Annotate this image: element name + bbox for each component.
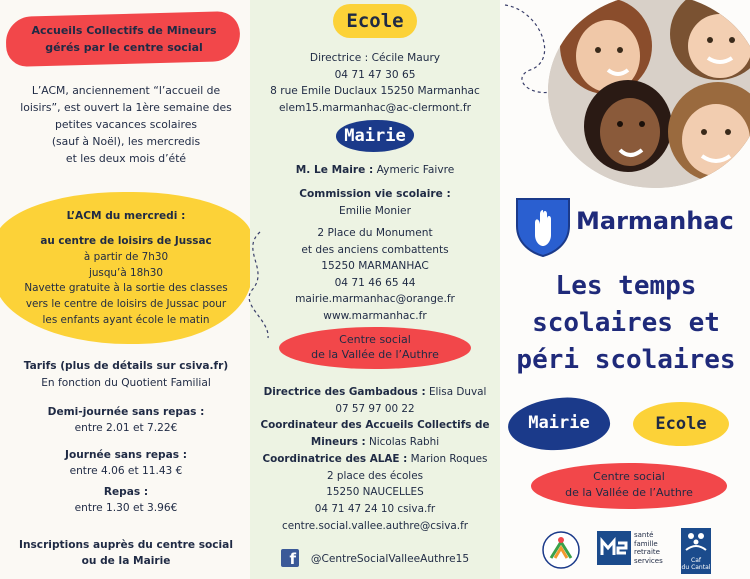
centre-line: Centre social <box>339 333 411 346</box>
price-journee <box>10 447 242 479</box>
acm-coordinator-label: Coordinateur des Accueils Collectifs de <box>260 419 490 432</box>
ecole-badge: Ecole <box>333 4 417 38</box>
gambadous-label: Directrice des Gambadous : <box>263 386 426 398</box>
msa-line: santé <box>634 531 654 539</box>
gambadous-name: Elisa Duval <box>428 386 487 398</box>
facebook-icon[interactable]: f <box>281 549 299 567</box>
wednesday-place: au centre de loisirs de Jussac <box>40 235 212 247</box>
msa-line: services <box>634 556 663 565</box>
mayor <box>255 162 495 178</box>
price-value: entre 2.01 et 7.22€ <box>74 422 178 434</box>
wednesday-line: vers le centre de loisirs de Jussac pour <box>25 298 227 311</box>
mairie-address <box>255 225 495 324</box>
ecole-label: Ecole <box>655 414 707 434</box>
page-title <box>506 268 746 379</box>
wednesday-details <box>4 234 248 329</box>
acm-intro-text <box>12 82 240 167</box>
price-label: Journée sans repas : <box>65 449 187 461</box>
centre-social-info <box>255 384 495 534</box>
acm-coordinator-label-end: Mineurs : <box>310 436 366 449</box>
intro-line: et les deux mois d’été <box>65 152 187 165</box>
centre-address-line: 15250 NAUCELLES <box>326 486 424 499</box>
commission-title: Commission vie scolaire : <box>299 188 451 200</box>
tarifs-subtitle: En fonction du Quotient Familial <box>41 377 211 389</box>
centre-social-label <box>531 469 727 501</box>
inscriptions-note <box>10 537 242 569</box>
town-name: Marmanhac <box>576 207 734 235</box>
price-value: entre 1.30 et 3.96€ <box>74 502 178 514</box>
alae-coordinator <box>255 451 495 468</box>
centre-line: de la Vallée de l’Authre <box>311 348 439 361</box>
intro-line: (sauf à Noël), les mercredis <box>51 135 201 148</box>
centre-line: de la Vallée de l’Authre <box>565 486 693 499</box>
ecole-phone: 04 71 47 30 65 <box>334 68 416 81</box>
wednesday-line: à partir de 7h30 <box>83 250 169 263</box>
centre-line: Centre social <box>593 470 665 483</box>
mayor-name: Aymeric Faivre <box>376 164 455 176</box>
mairie-website: www.marmanhac.fr <box>323 309 427 322</box>
alae-label: Coordinatrice des ALAE : <box>262 452 408 465</box>
centre-address-line: 2 place des écoles <box>326 469 424 482</box>
wednesday-line: jusqu’à 18h30 <box>88 266 164 279</box>
mairie-email: mairie.marmanhac@orange.fr <box>295 293 455 305</box>
price-demi-journee <box>10 404 242 436</box>
centre-phone: 04 71 47 24 10 csiva.fr <box>314 502 436 515</box>
commission-name: Emilie Monier <box>339 205 411 217</box>
town-crest-icon <box>514 196 572 258</box>
tarifs-title: Tarifs (plus de détails sur csiva.fr) <box>23 360 229 372</box>
centre-social-title <box>279 332 471 362</box>
centre-email: centre.social.vallee.authre@csiva.fr <box>281 519 468 532</box>
acm-header-line-2: gérés par le centre social <box>45 41 203 54</box>
mairie-phone: 04 71 46 65 44 <box>334 276 416 289</box>
title-line: péri scolaires <box>516 345 736 375</box>
caf-family-icon <box>681 528 711 554</box>
acm-header-title <box>10 22 238 56</box>
address-line: et des anciens combattents <box>301 243 449 256</box>
acm-coordinator-name: Nicolas Rabhi <box>369 436 440 449</box>
caf-name: Caf <box>691 557 701 564</box>
inscriptions-line: ou de la Mairie <box>81 555 171 567</box>
ecole-address: 8 rue Emile Duclaux 15250 Marmanhac <box>270 85 480 97</box>
address-line: 15250 MARMANHAC <box>321 260 429 272</box>
mairie-badge: Mairie <box>336 120 414 152</box>
caf-label <box>681 557 711 571</box>
alae-name: Marion Roques <box>410 452 488 465</box>
price-label: Demi-journée sans repas : <box>47 406 205 418</box>
intro-line: L’ACM, anciennement “l’accueil de <box>31 84 221 97</box>
price-value: entre 4.06 et 11.43 € <box>69 465 183 477</box>
ecole-email: elem15.marmanhac@ac-clermont.fr <box>279 101 471 114</box>
gambadous-logo-icon <box>541 530 581 570</box>
mairie-label: Mairie <box>528 413 590 433</box>
caf-sub: du Cantal <box>681 564 711 571</box>
ecole-info <box>255 50 495 116</box>
intro-line: loisirs”, est ouvert la 1ère semaine des <box>20 101 232 114</box>
acm-coordinator <box>255 434 495 451</box>
inscriptions-line: Inscriptions auprès du centre social <box>19 539 233 551</box>
gambadous-phone: 07 57 97 00 22 <box>335 402 415 415</box>
msa-logo-icon <box>597 531 631 565</box>
price-repas <box>10 484 242 516</box>
wednesday-line: les enfants ayant école le matin <box>42 313 210 326</box>
acm-header-line-1: Accueils Collectifs de Mineurs <box>31 24 217 37</box>
title-line: Les temps <box>555 271 697 301</box>
intro-line: petites vacances scolaires <box>55 118 197 131</box>
msa-line: famille <box>634 539 658 548</box>
wednesday-title: L’ACM du mercredi : <box>66 210 186 222</box>
price-label: Repas : <box>103 486 149 498</box>
gambadous-director <box>255 384 495 401</box>
wednesday-line: Navette gratuite à la sortie des classes <box>24 282 228 295</box>
facebook-handle[interactable]: @CentreSocialValleeAuthre15 <box>310 553 470 565</box>
address-line: 2 Place du Monument <box>317 227 433 239</box>
msa-line: retraite <box>634 548 660 557</box>
title-line: scolaires et <box>532 308 720 338</box>
mayor-label: M. Le Maire : <box>295 164 374 176</box>
ecole-director: Directrice : Cécile Maury <box>309 52 441 64</box>
